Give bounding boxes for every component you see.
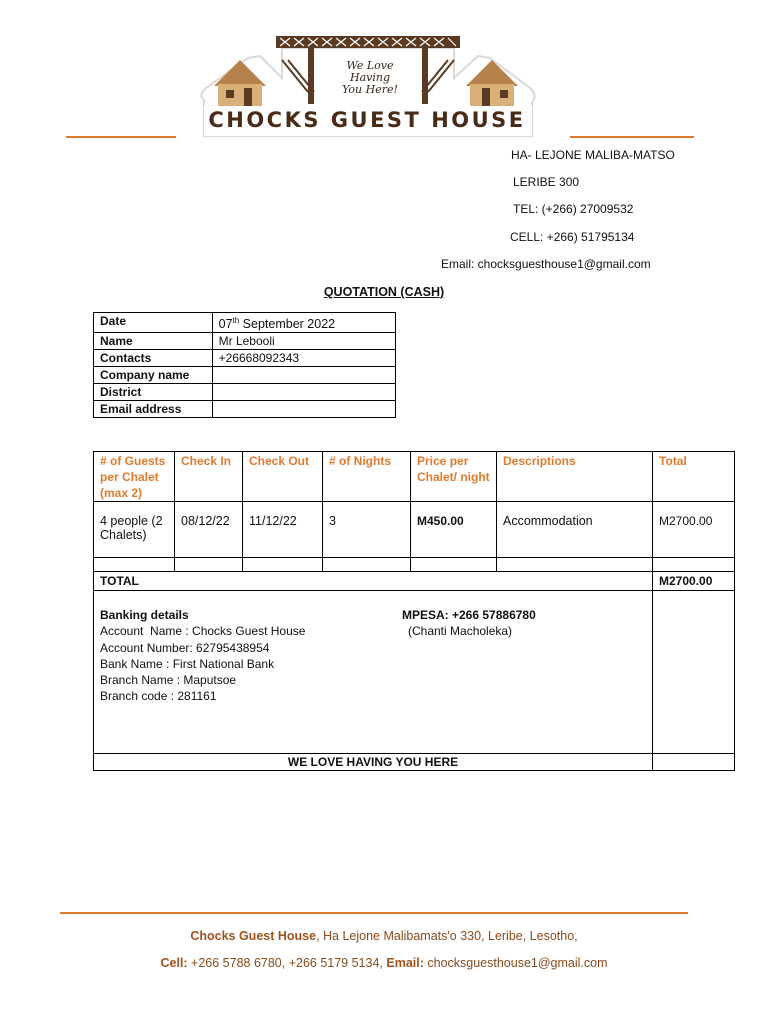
info-label: Name xyxy=(94,333,213,350)
date-suffix: th xyxy=(232,316,240,325)
footer-rule xyxy=(60,912,688,914)
footer-address-text: , Ha Lejone Malibamats'o 330, Leribe, Lesotho, xyxy=(316,929,578,943)
footer-address xyxy=(0,929,768,943)
quotation-table xyxy=(93,451,735,771)
info-row-email xyxy=(94,401,396,418)
cell-total: M2700.00 xyxy=(653,502,735,558)
logo-slogan-line: You Here! xyxy=(342,83,398,96)
column-header: # of Nights xyxy=(323,452,411,502)
info-label: Company name xyxy=(94,367,213,384)
cell-nights: 3 xyxy=(323,502,411,558)
banking-details xyxy=(94,591,653,754)
logo-slogan xyxy=(318,60,422,96)
total-label: TOTAL xyxy=(94,572,653,591)
customer-info-table xyxy=(93,312,396,418)
banking-branch-name: Branch Name : Maputsoe xyxy=(100,673,237,688)
banking-heading: Banking details xyxy=(100,608,189,622)
cell-description: Accommodation xyxy=(497,502,653,558)
info-label: Email address xyxy=(94,401,213,418)
mpesa-number: MPESA: +266 57886780 xyxy=(402,608,536,622)
empty-cell xyxy=(175,558,243,572)
info-row-name xyxy=(94,333,396,350)
empty-cell xyxy=(411,558,497,572)
footer-cell-value: +266 5788 6780, +266 5179 5134, xyxy=(187,956,387,970)
info-value xyxy=(212,384,395,401)
table-row-empty xyxy=(94,558,735,572)
info-value: +26668092343 xyxy=(212,350,395,367)
info-row-company xyxy=(94,367,396,384)
address-cell: CELL: +266) 51795134 xyxy=(510,230,635,244)
date-day: 07 xyxy=(218,317,233,332)
footer-contacts xyxy=(0,956,768,970)
info-label: District xyxy=(94,384,213,401)
cell-check-in: 08/12/22 xyxy=(175,502,243,558)
cell-price: M450.00 xyxy=(411,502,497,558)
info-label: Date xyxy=(94,313,213,333)
empty-cell xyxy=(243,558,323,572)
banking-side-cell xyxy=(653,591,735,754)
empty-cell xyxy=(323,558,411,572)
column-header: Total xyxy=(653,452,735,502)
empty-cell xyxy=(653,558,735,572)
column-header: Check Out xyxy=(243,452,323,502)
column-header: Descriptions xyxy=(497,452,653,502)
slogan-side-cell xyxy=(653,754,735,771)
address-line2: LERIBE 300 xyxy=(513,175,580,189)
info-value xyxy=(212,401,395,418)
date-rest: September 2022 xyxy=(239,317,336,332)
address-line1: HA- LEJONE MALIBA-MATSO xyxy=(511,148,675,162)
banking-branch-code: Branch code : 281161 xyxy=(100,689,217,704)
footer-email-value: chocksguesthouse1@gmail.com xyxy=(423,956,608,970)
info-value: Mr Lebooli xyxy=(212,333,395,350)
info-row-date xyxy=(94,313,396,333)
info-row-district xyxy=(94,384,396,401)
table-header-row xyxy=(94,452,735,502)
info-value xyxy=(212,367,395,384)
cell-guests: 4 people (2 Chalets) xyxy=(94,502,175,558)
banking-bank-name: Bank Name : First National Bank xyxy=(100,656,275,671)
logo-name: CHOCKS GUEST HOUSE xyxy=(208,108,526,132)
banking-row xyxy=(94,591,735,754)
info-label: Contacts xyxy=(94,350,213,367)
header-rule-right xyxy=(570,136,694,138)
banking-account-name: Account Name : Chocks Guest House xyxy=(100,624,306,639)
slogan-row xyxy=(94,754,735,771)
logo-slogan-line: Having xyxy=(349,71,390,84)
column-header: Price per Chalet/ night xyxy=(411,452,497,502)
column-header: Check In xyxy=(175,452,243,502)
footer-cell-label: Cell: xyxy=(160,956,188,970)
column-header: # of Guests per Chalet (max 2) xyxy=(94,452,175,502)
info-row-contacts xyxy=(94,350,396,367)
header-rule-left xyxy=(66,136,176,138)
page-title: QUOTATION (CASH) xyxy=(323,285,445,299)
empty-cell xyxy=(94,558,175,572)
logo-slogan-line: We Love xyxy=(346,59,394,72)
slogan: WE LOVE HAVING YOU HERE xyxy=(94,754,653,771)
footer-business-name: Chocks Guest House xyxy=(190,929,317,943)
table-row xyxy=(94,502,735,558)
banking-account-number: Account Number: 62795438954 xyxy=(100,640,270,655)
mpesa-name: (Chanti Macholeka) xyxy=(408,624,513,638)
empty-cell xyxy=(497,558,653,572)
address-tel: TEL: (+266) 27009532 xyxy=(513,202,634,216)
logo xyxy=(0,0,768,140)
cell-check-out: 11/12/22 xyxy=(243,502,323,558)
info-value-date xyxy=(212,313,395,333)
footer-email-label: Email: xyxy=(386,956,424,970)
address-email: Email: chocksguesthouse1@gmail.com xyxy=(441,257,651,271)
total-value: M2700.00 xyxy=(653,572,735,591)
total-row xyxy=(94,572,735,591)
